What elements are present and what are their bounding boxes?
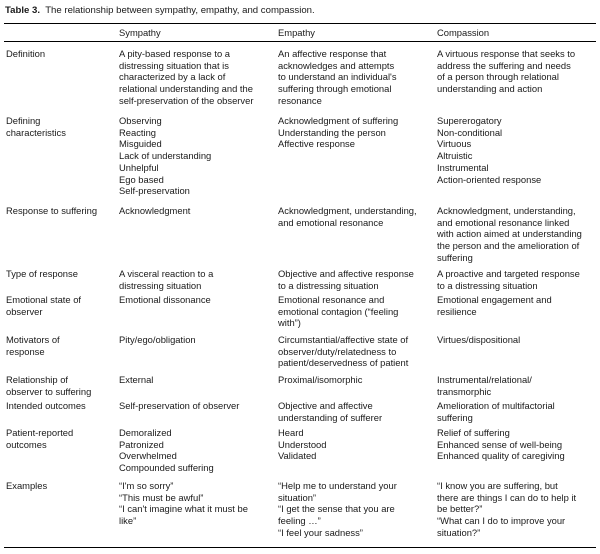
sympathy-cell xyxy=(119,374,153,386)
cell-line: Unhelpful xyxy=(119,161,159,173)
cell-line: A pity-based response to a xyxy=(119,48,231,59)
cell-line: to a distressing situation xyxy=(437,279,538,291)
sympathy-cell xyxy=(119,294,211,306)
cell-line: Definition xyxy=(6,48,46,59)
empathy-cell xyxy=(278,294,398,329)
cell-line: Acknowledgment of suffering xyxy=(278,115,399,126)
cell-line: Self-preservation xyxy=(119,185,190,197)
cell-line: Patronized xyxy=(119,438,164,450)
cell-line: Emotional dissonance xyxy=(119,294,211,305)
cell-line: “I can't imagine what it must be xyxy=(119,503,248,515)
compassion-cell xyxy=(437,294,552,317)
cell-line: Affective response xyxy=(278,138,355,150)
cell-line: Non-conditional xyxy=(437,126,503,138)
empathy-cell xyxy=(278,480,397,539)
cell-line: “What can I do to improve your xyxy=(437,515,566,527)
cell-line: A virtuous response that seeks to xyxy=(437,48,576,59)
cell-line: Response to suffering xyxy=(6,205,98,216)
sympathy-cell xyxy=(119,268,213,291)
cell-line: Intended outcomes xyxy=(6,400,86,411)
cell-line: Proximal/isomorphic xyxy=(278,374,363,385)
cell-line: Emotional state of xyxy=(6,294,82,305)
cell-line: Overwhelmed xyxy=(119,450,177,462)
row-label xyxy=(6,268,78,280)
sympathy-cell xyxy=(119,480,248,527)
table-caption xyxy=(5,5,315,17)
cell-line: observer xyxy=(6,305,43,317)
cell-line: like” xyxy=(119,515,137,527)
empathy-cell xyxy=(278,205,417,228)
cell-line: of a person through relational xyxy=(437,71,559,83)
cell-line: outcomes xyxy=(6,438,47,450)
cell-line: “I feel your sadness” xyxy=(278,526,363,538)
sympathy-cell xyxy=(119,115,211,197)
compassion-cell xyxy=(437,374,532,397)
cell-line: distressing situation that is xyxy=(119,59,229,71)
cell-line: relational understanding and the xyxy=(119,83,253,95)
compassion-cell xyxy=(437,334,520,346)
cell-line: feeling …” xyxy=(278,515,321,527)
row-label xyxy=(6,427,73,450)
cell-line: Pity/ego/obligation xyxy=(119,334,196,345)
cell-line: “This must be awful” xyxy=(119,491,204,503)
cell-line: Virtuous xyxy=(437,138,472,150)
row-label xyxy=(6,294,81,317)
cell-line: Type of response xyxy=(6,268,78,279)
cell-line: address the suffering and needs xyxy=(437,59,571,71)
table-caption-text: The relationship between sympathy, empathy, and compassion. xyxy=(45,5,315,16)
cell-line: Patient-reported xyxy=(6,427,74,438)
table-top-rule xyxy=(4,23,596,24)
compassion-cell xyxy=(437,480,576,539)
cell-line: Misguided xyxy=(119,138,162,150)
row-label xyxy=(6,334,60,357)
row-label xyxy=(6,374,91,397)
cell-line: Instrumental/relational/ xyxy=(437,374,532,385)
cell-line: Acknowledgment, understanding, xyxy=(278,205,417,216)
empathy-cell xyxy=(278,48,397,107)
cell-line: Relationship of xyxy=(6,374,69,385)
column-header-compassion: Compassion xyxy=(437,27,490,38)
cell-line: Reacting xyxy=(119,126,157,138)
cell-line: the person and the amelioration of xyxy=(437,240,580,252)
cell-line: to understand an individual's xyxy=(278,71,397,83)
cell-line: Observing xyxy=(119,115,162,126)
sympathy-cell xyxy=(119,205,190,217)
cell-line: A proactive and targeted response xyxy=(437,268,580,279)
cell-line: Motivators of xyxy=(6,334,60,345)
cell-line: characterized by a lack of xyxy=(119,71,226,83)
cell-line: Relief of suffering xyxy=(437,427,510,438)
cell-line: situation?” xyxy=(437,526,481,538)
cell-line: situation” xyxy=(278,491,317,503)
cell-line: Examples xyxy=(6,480,48,491)
cell-line: there are things I can do to help it xyxy=(437,491,577,503)
cell-line: A visceral reaction to a xyxy=(119,268,214,279)
cell-line: Enhanced quality of caregiving xyxy=(437,450,565,462)
cell-line: Heard xyxy=(278,427,304,438)
cell-line: “Help me to understand your xyxy=(278,480,397,491)
compassion-cell xyxy=(437,268,580,291)
cell-line: and emotional resonance xyxy=(278,216,384,228)
cell-line: Demoralized xyxy=(119,427,172,438)
cell-line: resilience xyxy=(437,305,477,317)
cell-line: “I know you are suffering, but xyxy=(437,480,558,491)
cell-line: An affective response that xyxy=(278,48,387,59)
cell-line: Altruistic xyxy=(437,150,473,162)
compassion-cell xyxy=(437,115,541,185)
cell-line: self-preservation of the observer xyxy=(119,94,254,106)
cell-line: Action-oriented response xyxy=(437,173,542,185)
column-header-sympathy: Sympathy xyxy=(119,27,161,38)
row-label xyxy=(6,48,45,60)
cell-line: External xyxy=(119,374,154,385)
sympathy-cell xyxy=(119,48,253,107)
empathy-cell xyxy=(278,400,382,423)
cell-line: Ego based xyxy=(119,173,164,185)
empathy-cell xyxy=(278,115,398,150)
row-label xyxy=(6,115,66,138)
row-label xyxy=(6,205,97,217)
cell-line: characteristics xyxy=(6,126,66,138)
cell-line: observer/duty/relatedness to xyxy=(278,345,397,357)
cell-line: suffering xyxy=(437,251,473,263)
cell-line: Circumstantial/affective state of xyxy=(278,334,409,345)
cell-line: understanding and action xyxy=(437,83,543,95)
sympathy-cell xyxy=(119,334,196,346)
cell-line: “I get the sense that you are xyxy=(278,503,395,515)
table-caption-label: Table 3. xyxy=(5,5,41,16)
cell-line: suffering xyxy=(437,411,473,423)
cell-line: Supererogatory xyxy=(437,115,502,126)
cell-line: Emotional engagement and xyxy=(437,294,552,305)
cell-line: resonance xyxy=(278,94,322,106)
cell-line: understanding of sufferer xyxy=(278,411,383,423)
column-header-empathy: Empathy xyxy=(278,27,315,38)
row-label xyxy=(6,480,47,492)
cell-line: Understanding the person xyxy=(278,126,386,138)
cell-line: Acknowledgment xyxy=(119,205,191,216)
cell-line: Acknowledgment, understanding, xyxy=(437,205,576,216)
compassion-cell xyxy=(437,48,575,95)
table-bottom-rule xyxy=(4,547,596,548)
sympathy-cell xyxy=(119,400,239,412)
cell-line: distressing situation xyxy=(119,279,202,291)
sympathy-cell xyxy=(119,427,214,474)
empathy-cell xyxy=(278,374,362,386)
empathy-cell xyxy=(278,427,326,462)
row-label xyxy=(6,400,86,412)
cell-line: Virtues/dispositional xyxy=(437,334,521,345)
cell-line: suffering through emotional xyxy=(278,83,392,95)
compassion-cell xyxy=(437,400,555,423)
cell-line: with action aimed at understanding xyxy=(437,228,582,240)
cell-line: Enhanced sense of well-being xyxy=(437,438,563,450)
cell-line: Validated xyxy=(278,450,317,462)
cell-line: with”) xyxy=(278,317,301,329)
empathy-cell xyxy=(278,268,414,291)
cell-line: emotional contagion (“feeling xyxy=(278,305,399,317)
cell-line: Compounded suffering xyxy=(119,462,214,474)
compassion-cell xyxy=(437,427,565,462)
cell-line: “I'm so sorry” xyxy=(119,480,174,491)
empathy-cell xyxy=(278,334,408,369)
cell-line: Lack of understanding xyxy=(119,150,212,162)
cell-line: Emotional resonance and xyxy=(278,294,385,305)
cell-line: be better?” xyxy=(437,503,483,515)
cell-line: and emotional resonance linked xyxy=(437,216,570,228)
cell-line: Understood xyxy=(278,438,327,450)
cell-line: Instrumental xyxy=(437,161,489,173)
cell-line: Objective and affective xyxy=(278,400,373,411)
cell-line: transmorphic xyxy=(437,385,492,397)
table-header-rule xyxy=(4,41,596,42)
cell-line: Defining xyxy=(6,115,41,126)
cell-line: Amelioration of multifactorial xyxy=(437,400,555,411)
cell-line: observer to suffering xyxy=(6,385,92,397)
cell-line: to a distressing situation xyxy=(278,279,379,291)
compassion-cell xyxy=(437,205,582,264)
cell-line: acknowledges and attempts xyxy=(278,59,395,71)
cell-line: Self-preservation of observer xyxy=(119,400,240,411)
cell-line: Objective and affective response xyxy=(278,268,414,279)
cell-line: response xyxy=(6,345,45,357)
cell-line: patient/deservedness of patient xyxy=(278,357,409,369)
